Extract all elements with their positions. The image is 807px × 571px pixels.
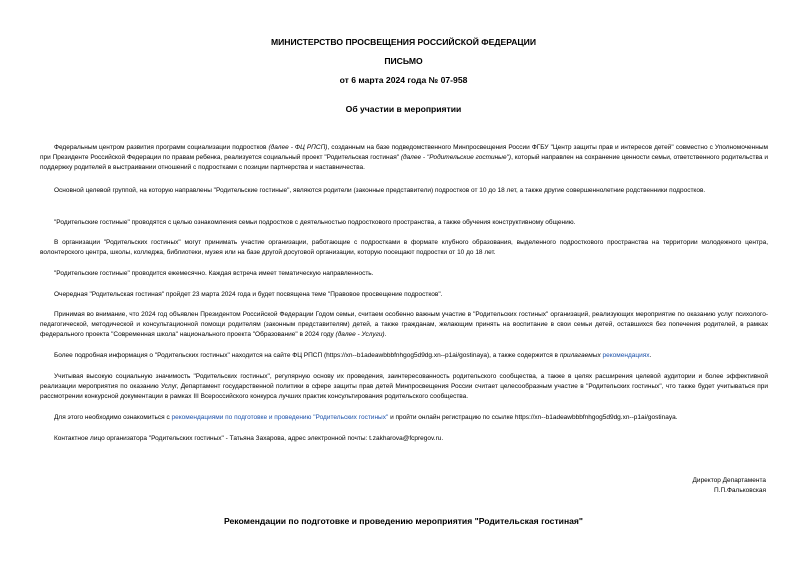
p8-text-d: .	[649, 352, 652, 359]
ministry-title: МИНИСТЕРСТВО ПРОСВЕЩЕНИЯ РОССИЙСКОЙ ФЕДЕРАЦИИ	[270, 37, 537, 47]
paragraph-1	[40, 143, 768, 173]
p10-text-a: Для этого необходимо ознакомиться с	[54, 414, 172, 421]
paragraph-2: Основной целевой группой, на которую направлены "Родительские гостиные", являются родители (законные представители) подростков от 10 до 18 лет, а также другие совершеннолетние родственники подростков.	[54, 187, 706, 194]
paragraph-8	[40, 351, 768, 361]
p1-text-a: Федеральным центром развития программ социализации подростков	[54, 144, 269, 151]
p8-text-a: Более подробная информация о "Родительских гостиных" находится на сайте ФЦ РПСП (https://xn--b1adeawbbbfnhgog5d9dg.xn--p1ai/gostinaya), а также содержится в	[54, 352, 560, 359]
paragraph-6: Очередная "Родительская гостиная" пройдет 23 марта 2024 года и будет посвящена теме "Правовое просвещение подростков".	[54, 291, 443, 298]
p1-abbrev: (далее - ФЦ РПСП)	[268, 144, 328, 151]
letter-subject: Об участии в мероприятии	[345, 104, 462, 114]
signature-position: Директор Департамента	[692, 477, 766, 484]
recommendations-link[interactable]: рекомендациях	[602, 352, 650, 359]
paragraph-7	[40, 310, 768, 340]
document-type: ПИСЬМО	[384, 56, 423, 66]
p7-text-a: Принимая во внимание, что 2024 год объявлен Президентом Российской Федерации Годом семьи, считаем особенно важным участие в "Родительских гостиных" организаций, реализующих мероприятие по оказанию услуг психолого-педагогической, методической и консультационной помощи родителям (законным представителям) детей, а также гражданам, желающим принять на воспитание в свои семьи детей, оставшихся без попечения родителей, в рамках федерального проекта "Современная школа" национального проекта "Образование" в 2024 году	[40, 311, 768, 338]
p1-text-c: , созданным на базе подведомственного Минпросвещения России ФГБУ "Центр защиты прав и интересов детей" совместно с Уполномоченным при Президенте Российской Федерации по правам ребенка, реализуется социальный проект "Родительская гостиная"	[40, 144, 768, 161]
paragraph-11: Контактное лицо организатора "Родительских гостиных" - Татьяна Захарова, адрес электронной почты: t.zakharova@fcpregov.ru.	[54, 435, 444, 442]
p1-text-e: , который направлен на сохранение ценности семьи, ответственного родительства и поддержку родителей в выстраивании отношений с подростками с позиции партнерства и наставничества.	[40, 154, 768, 171]
date-number: от 6 марта 2024 года № 07-958	[339, 75, 468, 85]
appendix-title: Рекомендации по подготовке и проведению мероприятия "Родительская гостиная"	[223, 516, 584, 526]
p8-italic: прилагаемых	[559, 352, 601, 359]
p7-text-c: .	[384, 331, 387, 338]
p1-abbrev-2: (далее - "Родительские гостиные")	[400, 154, 512, 161]
paragraph-10	[40, 413, 768, 423]
signature-name: П.П.Фальковская	[714, 487, 766, 494]
p10-text-c: и пройти онлайн регистрацию по ссылке https://xn--b1adeawbbbfnhgog5d9dg.xn--p1ai/gostinaya.	[388, 414, 678, 421]
paragraph-4: В организации "Родительских гостиных" могут принимать участие организации, работающие с подростками в формате клубного образования, выделенного подросткового пространства на территории молодежного центра, волонтерского центра, школы, колледжа, библиотеки, музея или на базе другой досуговой организации, которую посещают подростки от 10 до 18 лет.	[40, 239, 768, 256]
paragraph-9: Учитывая высокую социальную значимость "Родительских гостиных", регулярную основу их проведения, заинтересованность родительского сообщества, а также в целях расширения целевой аудитории и более эффективной реализации мероприятия по оказанию Услуг, Департамент государственной политики в сфере защиты прав детей Минпросвещения России считает целесообразным участие в "Родительских гостиных", что также будет учитываться при рассмотрении конкурсной документации в рамках III Всероссийского конкурса лучших практик консультирования родительского сообщества.	[40, 373, 768, 400]
recommendations-guide-link[interactable]: рекомендациями по подготовке и проведению "Родительских гостиных"	[171, 414, 389, 421]
p7-abbrev: (далее - Услуги)	[335, 331, 385, 338]
paragraph-3: "Родительские гостиные" проводятся с целью ознакомления семьи подростков с деятельностью подросткового пространства, а также обучения конструктивному общению.	[54, 219, 576, 226]
paragraph-5: "Родительские гостиные" проводится ежемесячно. Каждая встреча имеет тематическую направленность.	[54, 270, 374, 277]
